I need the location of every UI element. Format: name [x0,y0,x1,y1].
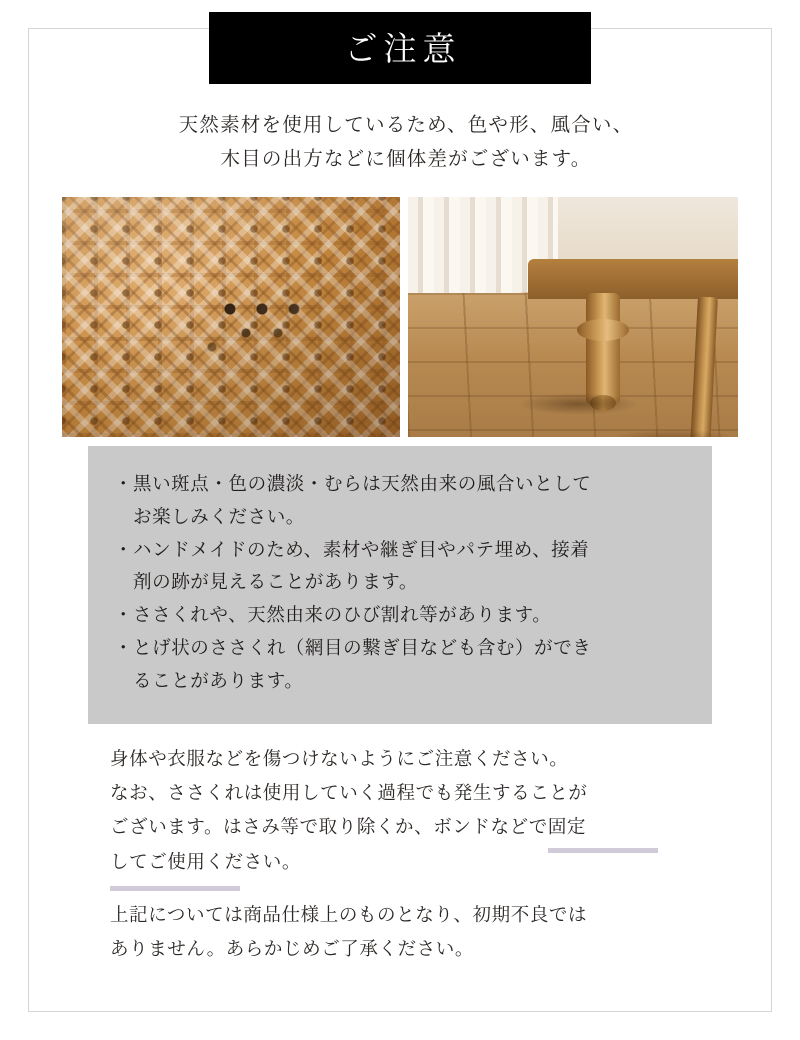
paragraph-1-line-4: してご使用ください。 [110,850,302,872]
highlight-mark-right [548,848,658,853]
bullet-marker: ・ [114,538,134,560]
note-text-3a: ささくれや、天然由来のひび割れ等があります。 [133,604,552,626]
body-paragraph-2 [110,898,720,966]
list-item-continuation [114,566,686,598]
turned-table-leg [586,293,620,405]
intro-line-2: 木目の出方などに個体差がございます。 [220,148,592,171]
page-title: ご注意 [344,29,462,67]
body-paragraph-1 [110,742,720,879]
paragraph-1-line-3: ございます。はさみ等で取り除くか、ボンドなどで固定 [110,816,587,838]
bullet-spacer [114,501,133,533]
bullet-spacer [114,665,133,697]
leg-shadow-rear [608,429,738,437]
table-apron [528,259,738,299]
note-text-2a: ハンドメイドのため、素材や継ぎ目やパテ埋め、接着 [133,538,590,560]
intro-text [96,108,716,176]
list-item [114,599,686,631]
paragraph-1-line-2: なお、ささくれは使用していく過程でも発生することが [110,782,588,804]
wood-floor [408,293,738,437]
list-item [114,468,686,500]
list-item-continuation [114,665,686,697]
wooden-leg-floor-photo [408,197,738,437]
paragraph-2-line-2: ありません。あらかじめご了承ください。 [110,938,475,960]
notice-banner [209,12,591,84]
bullet-marker: ・ [114,604,134,626]
note-text-1b: お楽しみください。 [133,505,305,527]
note-text-4b: ることがあります。 [133,669,304,691]
bullet-marker: ・ [114,473,134,494]
list-item-continuation [114,501,686,533]
rattan-shading-overlay [62,197,400,437]
note-text-2b: 剤の跡が見えることがあります。 [133,571,419,593]
bullet-spacer [114,566,133,598]
note-text-1a: 黒い斑点・色の濃淡・むらは天然由来の風合いとして [133,473,592,494]
highlight-mark-left [110,886,240,891]
intro-line-1: 天然素材を使用しているため、色や形、風合い、 [178,114,634,136]
list-item [114,534,686,566]
note-text-4a: とげ状のささくれ（網目の繋ぎ目なども含む）ができ [133,637,592,659]
leg-shadow-front [518,393,638,415]
paragraph-1-line-1: 身体や衣服などを傷つけないようにご注意ください。 [110,748,569,769]
paragraph-2-line-1: 上記については商品仕様上のものとなり、初期不良では [110,904,588,925]
list-item [114,632,686,664]
room-scene [408,197,738,437]
photo-row [62,197,738,437]
notes-box [88,446,712,724]
bullet-marker: ・ [114,637,134,659]
rattan-cane-weave-photo [62,197,400,437]
